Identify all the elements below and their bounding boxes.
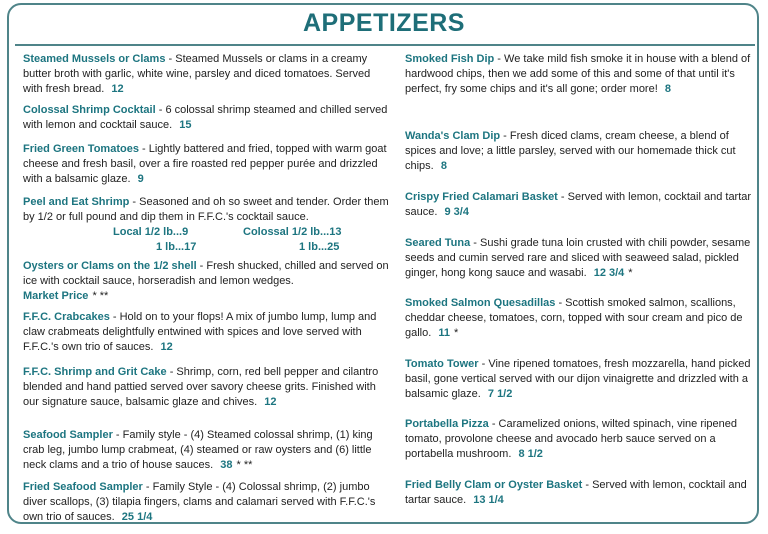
menu-item: Colossal Shrimp Cocktail - 6 colossal shrimp steamed and chilled served with lemon and cocktail sauce. 15 [23,104,388,131]
item-note: * [454,327,459,339]
item-description: Steamed Mussels or clams in a creamy butter broth with garlic, white wine, parsley and diced tomatoes. Served with fresh bread. [23,53,371,95]
item-price: 11 [438,327,450,339]
item-price: 12 3/4 [593,267,625,279]
item-price: 7 1/2 [487,388,513,400]
item-name: F.F.C. Crabcakes [23,311,110,323]
menu-item: F.F.C. Shrimp and Grit Cake - Shrimp, corn, red bell pepper and cilantro blended and hand pattied served over savory cheese grits. Finished with our signature sauce, balsamic glaze and chives. 12 [23,366,379,408]
item-description: Seasoned and oh so sweet and tender. Order them by 1/2 or full pound and dip them in F.F.C.'s cocktail sauce. [23,196,389,223]
item-description: Scottish smoked salmon, scallions, cheddar cheese, tomatoes, corn, topped with sour cream and pico de gallo. [405,297,743,339]
item-description: We take mild fish smoke it in house with a blend of hardwood chips, then we add some of this and some of that until it's perfect, fry some chips and it's all gone; order more! [405,53,751,95]
item-description: Vine ripened tomatoes, fresh mozzarella, hand picked basil, gone vertical served with our dijon vinaigrette and drizzled with a balsamic glaze. [405,358,751,400]
item-price: 12 [264,396,277,408]
item-description: Fresh shucked, chilled and served on ice with cocktail sauce, horseradish and lemon wedges. [23,260,389,287]
item-description: Lightly battered and fried, topped with warm goat cheese and fresh basil, over a fire roasted red pepper purée and drizzled with a balsamic glaze. [23,143,387,185]
price-local-full: 1 lb...17 [156,241,197,253]
item-name: Portabella Pizza [405,418,489,430]
menu-item: Smoked Salmon Quesadillas - Scottish smoked salmon, scallions, cheddar cheese, tomatoes, corn, topped with sour cream and pico de gallo. 11 * [405,297,743,339]
item-description: Caramelized onions, wilted spinach, vine ripened tomato, provolone cheese and avocado herb sauce served on a portabella mushroom. [405,418,738,460]
menu-item: Smoked Fish Dip - We take mild fish smoke it in house with a blend of hardwood chips, then we add some of this and some of that until it's perfect, fry some chips and it's all gone; order more! 8 [405,53,751,95]
item-price: 13 1/4 [473,494,504,506]
item-name: Peel and Eat Shrimp [23,196,130,208]
item-description: Served with lemon, cocktail and tartar sauce. [405,479,747,506]
menu-item: Portabella Pizza - Caramelized onions, wilted spinach, vine ripened tomato, provolone cheese and avocado herb sauce served on a portabella mushroom. 8 1/2 [405,418,738,460]
menu-item: Fried Belly Clam or Oyster Basket - Served with lemon, cocktail and tartar sauce. 13 1/4 [405,479,747,506]
page-title: APPETIZERS [303,9,465,37]
item-note: * ** [236,459,253,471]
item-name: Smoked Salmon Quesadillas [405,297,556,309]
item-price: 9 3/4 [444,206,469,218]
title-divider [15,44,755,46]
item-name: Tomato Tower [405,358,479,370]
item-price: 12 [111,83,124,95]
item-price: 8 [440,160,447,172]
menu-item: F.F.C. Crabcakes - Hold on to your flops! A mix of jumbo lump, lump and claw crabmeats delightfully entwined with spices and love served with F.F.C.'s own trio of sauces. 12 [23,311,377,353]
item-name: Wanda's Clam Dip [405,130,501,142]
item-description: Hold on to your flops! A mix of jumbo lump, lump and claw crabmeats delightfully entwined with spices and love served with F.F.C.'s own trio of sauces. [23,311,377,353]
item-note: * ** [92,290,109,302]
menu-item: Fried Green Tomatoes - Lightly battered and fried, topped with warm goat cheese and fresh basil, over a fire roasted red pepper purée and drizzled with a balsamic glaze. 9 [23,143,387,185]
price-local-half: Local 1/2 lb...9 [113,226,189,238]
item-description: 6 colossal shrimp steamed and chilled served with lemon and cocktail sauce. [23,104,388,131]
item-price: 8 1/2 [518,448,543,460]
menu-item: Seafood Sampler - Family style - (4) Steamed colossal shrimp, (1) king crab leg, jumbo lump crabmeat, (4) steamed or raw oysters and (6) little neck clams and a trio of house sauces. 38 * ** [23,429,373,471]
item-price: 8 [664,83,671,95]
item-price: 38 [220,459,233,471]
item-price: 9 [137,173,144,185]
item-description: Family Style - (4) Colossal shrimp, (2) jumbo diver scallops, (3) tilapia fingers, clams and calamari served with F.F.C.'s own trio of sauces. [23,481,376,523]
item-description: Served with lemon, cocktail and tartar sauce. [405,191,752,218]
item-description: Fresh diced clams, cream cheese, a blend of spices and love; a little parsley, served with our homemade thick cut chips. [405,130,736,172]
item-name: F.F.C. Shrimp and Grit Cake [23,366,167,378]
item-description: Sushi grade tuna loin crusted with chili powder, sesame seeds and cumin served rare and sliced with seaweed salad, pickled ginger, hong kong sauce and wasabi. [405,237,751,279]
item-name: Fried Seafood Sampler [23,481,143,493]
price-colossal-half: Colossal 1/2 lb...13 [243,226,342,238]
menu-item: Seared Tuna - Sushi grade tuna loin crusted with chili powder, sesame seeds and cumin served rare and sliced with seaweed salad, pickled ginger, hong kong sauce and wasabi. 12 3/4 * [405,237,751,279]
item-price: 12 [160,341,173,353]
menu-item: Tomato Tower - Vine ripened tomatoes, fresh mozzarella, hand picked basil, gone vertical served with our dijon vinaigrette and drizzled with a balsamic glaze. 7 1/2 [405,358,751,400]
item-name: Seared Tuna [405,237,471,249]
item-name: Colossal Shrimp Cocktail [23,104,156,116]
price-colossal-full: 1 lb...25 [299,241,340,253]
item-name: Fried Belly Clam or Oyster Basket [405,479,583,491]
menu-item: Crispy Fried Calamari Basket - Served with lemon, cocktail and tartar sauce. 9 3/4 [405,191,752,218]
item-note: * [628,267,633,279]
item-price: 25 1/4 [121,511,153,523]
item-name: Fried Green Tomatoes [23,143,139,155]
menu-item: Fried Seafood Sampler - Family Style - (4) Colossal shrimp, (2) jumbo diver scallops, (3) tilapia fingers, clams and calamari served with F.F.C.'s own trio of sauces. 25 1/4 [23,481,376,523]
item-name: Seafood Sampler [23,429,113,441]
item-name: Steamed Mussels or Clams [23,53,166,65]
menu-item: Oysters or Clams on the 1/2 shell - Fresh shucked, chilled and served on ice with cocktail sauce, horseradish and lemon wedges. Market Price * ** [23,260,389,302]
item-name: Crispy Fried Calamari Basket [405,191,558,203]
menu-item: Peel and Eat Shrimp - Seasoned and oh so sweet and tender. Order them by 1/2 or full pound and dip them in F.F.C.'s cocktail sauce. Local 1/2 lb...9 1 lb...17 Colossal 1/2 lb...13 1 lb...25 [23,196,389,253]
item-price: 15 [179,119,192,131]
item-price: Market Price [23,290,89,302]
item-description: Shrimp, corn, red bell pepper and cilantro blended and hand pattied served over savory cheese grits. Finished with our signature sauce, balsamic glaze and chives. [23,366,379,408]
item-description: Family style - (4) Steamed colossal shrimp, (1) king crab leg, jumbo lump crabmeat, (4) steamed or raw oysters and (6) little neck clams and a trio of house sauces. [23,429,373,471]
menu-item: Steamed Mussels or Clams - Steamed Mussels or clams in a creamy butter broth with garlic, white wine, parsley and diced tomatoes. Served with fresh bread. 12 [23,53,371,95]
menu-item: Wanda's Clam Dip - Fresh diced clams, cream cheese, a blend of spices and love; a little parsley, served with our homemade thick cut chips. 8 [405,130,736,172]
item-name: Smoked Fish Dip [405,53,495,65]
item-name: Oysters or Clams on the 1/2 shell [23,260,197,272]
